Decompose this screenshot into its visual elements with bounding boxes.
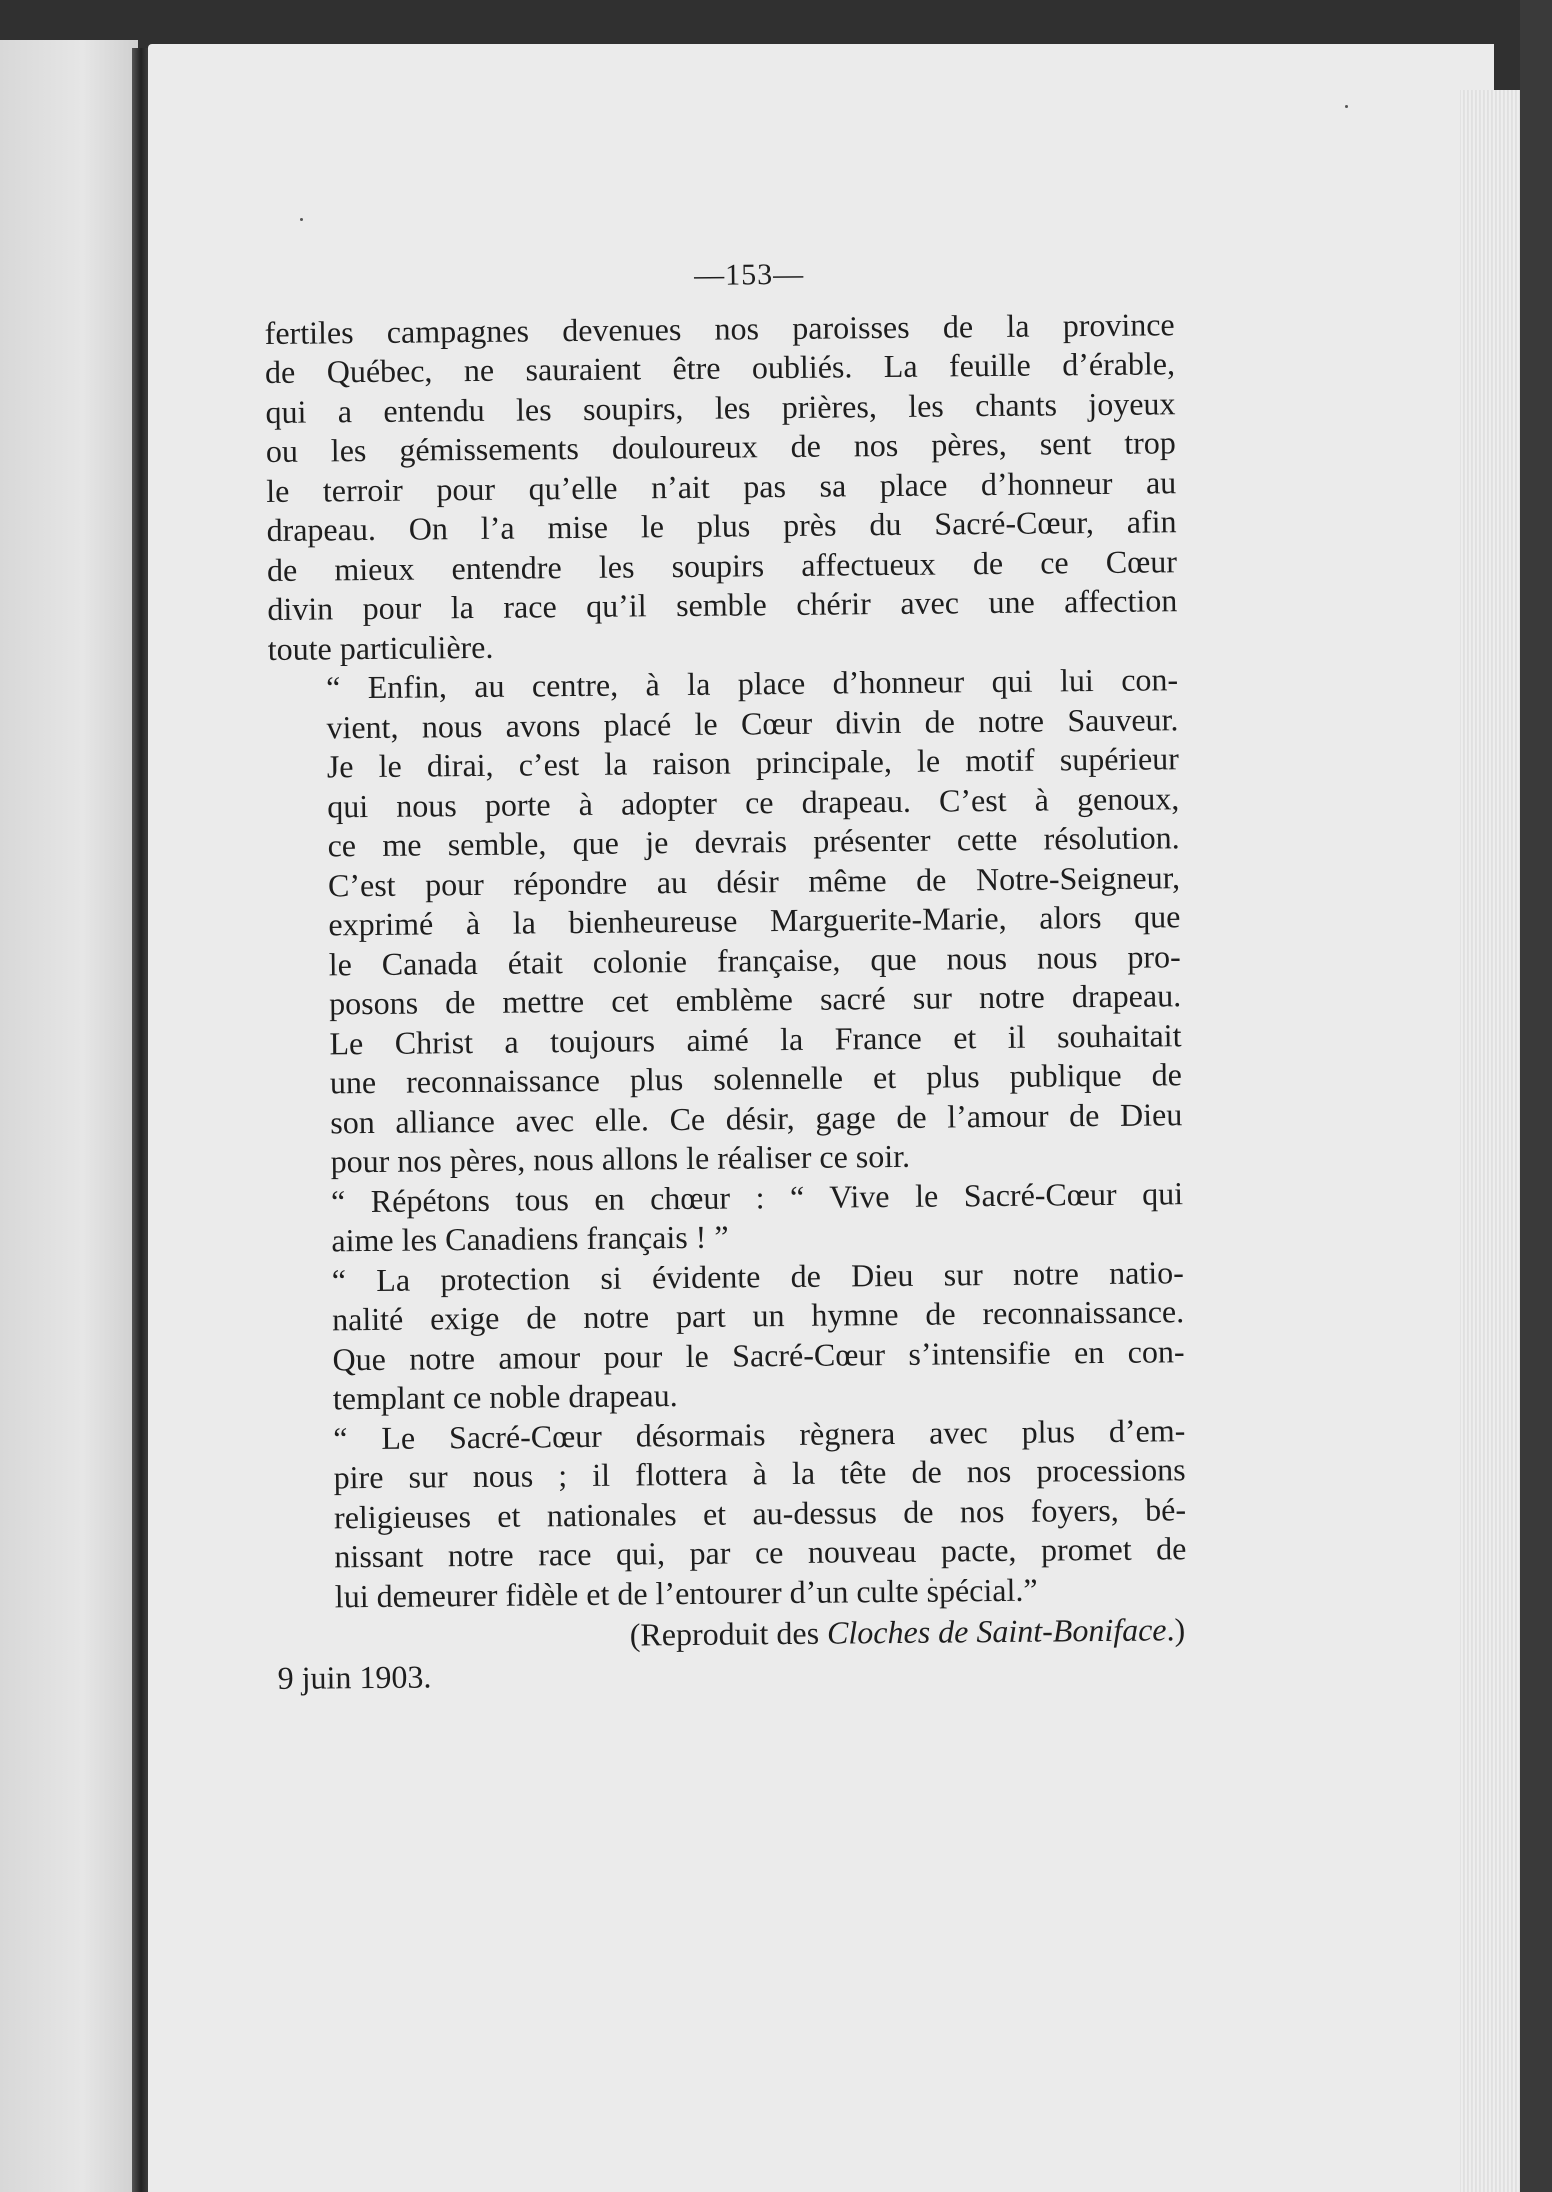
text-line: une reconnaissance plus solennelle et plus publique de [329,1056,1183,1101]
text-line: ou les gémissements douloureux de nos pères, sent trop [265,424,1176,469]
paragraph [265,305,1178,669]
text-line: aime les Canadiens français ! ” [331,1218,729,1259]
text-line: nalité exige de notre part un hymne de reconnaissance. [331,1293,1185,1338]
text-line: son alliance avec elle. Ce désir, gage de l’amour de Dieu [330,1095,1183,1140]
text-line: fertiles campagnes devenues nos paroisses de la province [264,305,1175,351]
text-line: C’est pour répondre au désir même de Notre-Seigneur, [327,858,1181,903]
text-line: pour nos pères, nous allons le réaliser ce soir. [330,1137,911,1180]
text-line: “ Enfin, au centre, à la place d’honneur qui lui con- [325,661,1179,706]
text-line: qui nous porte à adopter ce drapeau. C’est à genoux, [327,779,1180,824]
page-text [264,251,1188,1698]
paper-speck [1345,105,1348,108]
text-line: religieuses et nationales et au-dessus de nos foyers, bé- [333,1490,1187,1535]
text-line: divin pour la race qu’il semble chérir avec une affection [267,582,1178,627]
text-line: ce me semble, que je devrais présenter cette résolution. [327,819,1180,864]
text-line: le terroir pour qu’elle n’ait pas sa place d’honneur au [266,463,1177,509]
text-line: de Québec, ne sauraient être oubliés. La feuille d’érable, [264,345,1176,390]
text-line: drapeau. On l’a mise le plus près du Sacré-Cœur, afin [266,503,1177,548]
text-line: vient, nous avons placé le Cœur divin de notre Sauveur. [326,700,1179,745]
body-text [265,305,1187,1617]
paper-speck [300,218,303,221]
source-title: Cloches de Saint-Boniface [826,1611,1167,1651]
text-line: “ Répétons tous en chœur : “ Vive le Sacré-Cœur qui [330,1174,1184,1219]
paragraph [274,1253,1185,1420]
text-line: templant ce noble drapeau. [332,1377,678,1417]
text-line: lui demeurer fidèle et de l’entourer d’un culte spécial.” [334,1571,1038,1614]
text-line: toute particulière. [267,628,494,667]
source-suffix: .) [1166,1611,1186,1648]
text-line: exprimé à la bienheureuse Marguerite-Marie, alors que [328,898,1181,943]
source-prefix: (Reproduit des [629,1614,828,1653]
text-line: Je le dirai, c’est la raison principale, le motif supérieur [326,740,1179,785]
text-line: de mieux entendre les soupirs affectueux de ce Cœur [266,542,1178,588]
text-line: Le Christ a toujours aimé la France et il souhaitait [329,1016,1182,1061]
text-line: qui a entendu les soupirs, les prières, les chants joyeux [265,384,1176,430]
date-line: 9 juin 1903. [277,1657,432,1696]
scan-border-right [1520,0,1552,2192]
text-line: “ La protection si évidente de Dieu sur notre natio- [331,1253,1184,1298]
text-line: nissant notre race qui, par ce nouveau pacte, promet de [334,1530,1187,1575]
page-stack-edge [1460,90,1520,2192]
paragraph [275,1411,1187,1617]
text-line: “ Le Sacré-Cœur désormais règnera avec plus d’em- [333,1411,1186,1456]
facing-page-edge [0,40,138,2192]
text-line: posons de mettre cet emblème sacré sur notre drapeau. [328,977,1182,1022]
page-number: —153— [694,257,805,292]
paragraph [273,1174,1184,1262]
paragraph [268,660,1183,1182]
text-line: Que notre amour pour le Sacré-Cœur s’intensifie en con- [332,1332,1185,1377]
text-line: pire sur nous ; il flottera à la tête de nos processions [333,1451,1186,1496]
text-line: le Canada était colonie française, que nous nous pro- [328,937,1181,982]
